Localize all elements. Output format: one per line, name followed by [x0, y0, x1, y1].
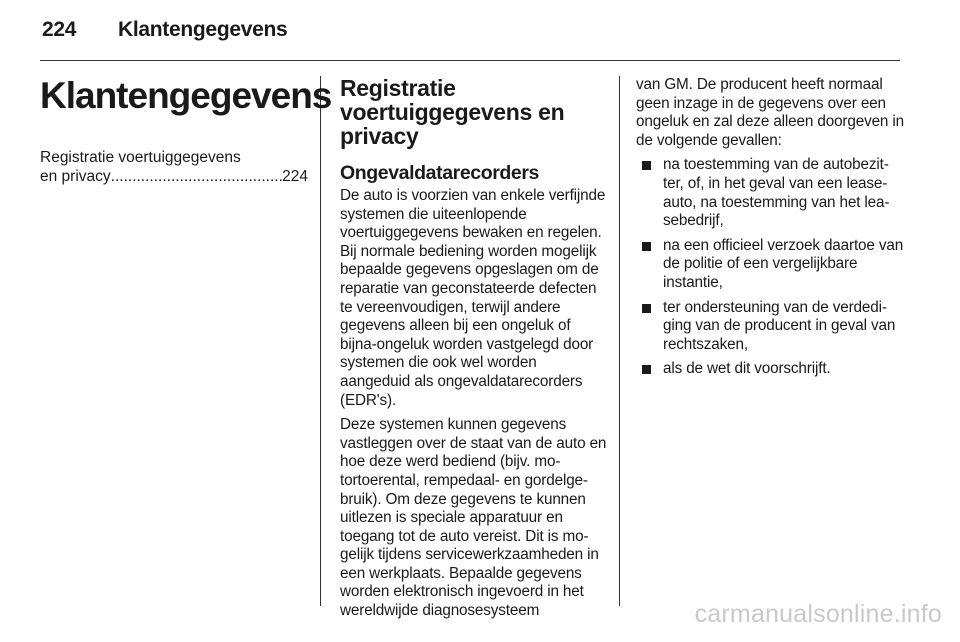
list-item: als de wet dit voorschrijft.: [636, 360, 904, 379]
body-paragraph-3: van GM. De producent heeft normaal geen inzage in de gegevens over een ongeluk en zal deze alleen doorgeven in de volgende gevallen:: [636, 76, 905, 149]
list-item: na een officieel verzoek daartoe van de politie of een vergelijkbare instantie,: [636, 237, 904, 293]
middle-column: [340, 76, 608, 627]
section-title: Registratie voertuiggegevens en privacy: [340, 75, 565, 149]
header-rule: [40, 60, 900, 61]
column-divider-1: [320, 76, 321, 606]
bullet-square-icon: [642, 161, 651, 170]
watermark: carmanualsonline.info: [694, 600, 942, 628]
page-number: 224: [42, 18, 77, 41]
bullet-list: [636, 156, 904, 379]
bullet-square-icon: [642, 365, 651, 374]
body-paragraph-2: Deze systemen kunnen gegevens vastleggen over de staat van de auto en hoe deze werd bediend (bijv. motortoerental, rempedaal- en gordelgebruik). Om deze gegevens te kunnen uitlezen is speciale apparatuur en toegang tot de auto vereist. Dit is mogelijk tijdens servicewerkzaamheden in een werkplaats. Bepaalde gegevens worden elektronisch ingevoerd in het wereldwijde diagnosesysteem: [340, 416, 607, 620]
list-item: na toestemming van de autobezitter, of, in het geval van een leaseauto, na toestemming van het leasebedrijf,: [636, 156, 904, 230]
running-header-title: Klantengegevens: [118, 18, 288, 41]
body-paragraph-1: De auto is voorzien van enkele verfijnde systemen die uiteenlopende voertuiggegevens bewaken en regelen. Bij normale bediening worden mogelijk bepaalde gegevens opgeslagen om de reparatie van geconstateerde defecten te vereenvoudigen, terwijl andere gegevens alleen bij een ongeluk of bijna-ongeluk worden vastgelegd door systemen die ook wel worden aangeduid als ongevaldatarecorders (EDR's).: [340, 187, 606, 409]
chapter-title: Klantengegevens: [40, 75, 332, 116]
bullet-square-icon: [642, 304, 651, 313]
left-column: [40, 75, 332, 186]
sub-title: Ongevaldatarecorders: [340, 162, 540, 184]
toc-leader-dots: [111, 167, 282, 186]
list-item: ter ondersteuning van de verdediging van de producent in geval van rechtszaken,: [636, 299, 904, 355]
toc-entry-line1: Registratie voertuiggegevens: [40, 149, 241, 166]
toc-entry[interactable]: [40, 148, 308, 186]
toc-page-number: 224: [282, 168, 308, 185]
bullet-square-icon: [642, 242, 651, 251]
toc-entry-line2: en privacy: [40, 168, 111, 185]
right-column: [636, 76, 904, 385]
column-divider-2: [619, 76, 620, 606]
